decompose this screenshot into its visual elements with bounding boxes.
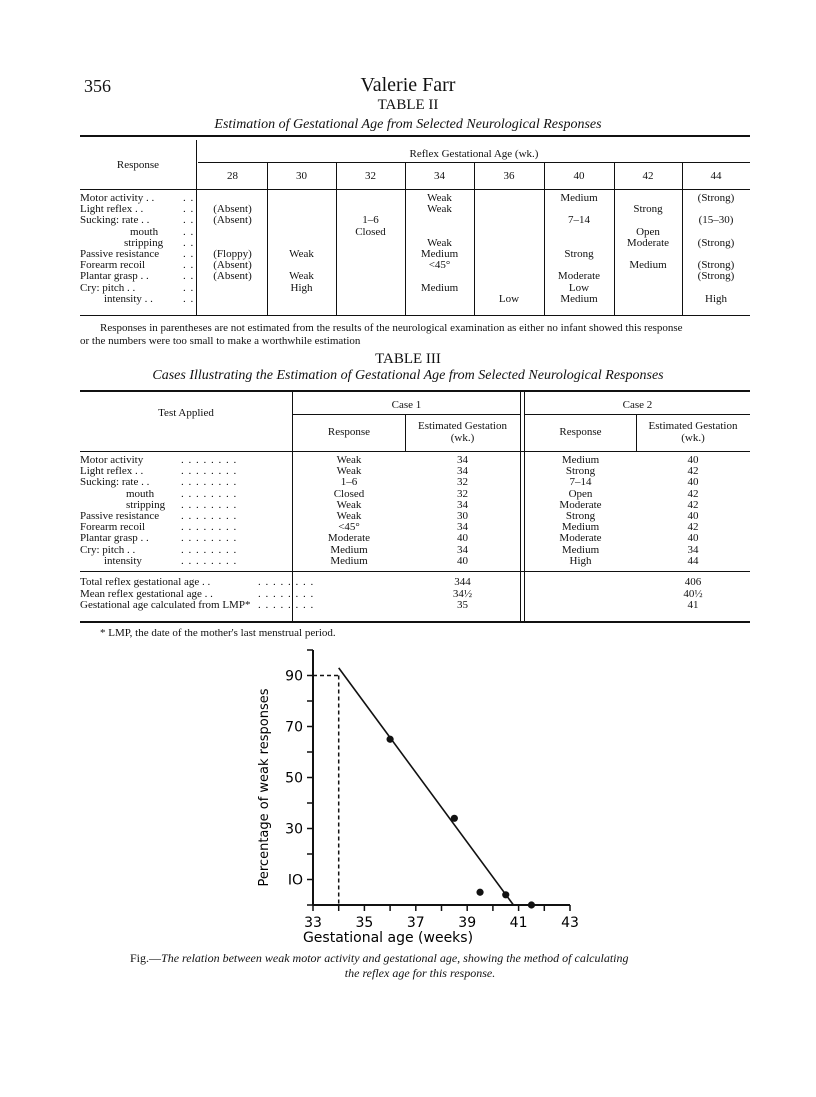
table2-leader-dots: . . xyxy=(183,192,195,204)
table2-cell: (Strong) xyxy=(697,259,735,272)
table2-row-label: Light reflex . . xyxy=(80,203,144,216)
table3-case1-response: <45° xyxy=(338,521,360,534)
table2-leader-dots: . . xyxy=(183,236,195,249)
table3-case1-gestation: 40 xyxy=(457,532,468,545)
table3-case1-response: Weak xyxy=(336,498,362,511)
table3-leader-dots: . . . . . . . . xyxy=(181,487,238,500)
table3-case2-gestation: 34 xyxy=(687,543,699,556)
x-tick-label: 35 xyxy=(355,915,374,931)
table2-cell: Low xyxy=(568,281,590,294)
table3-case2-est-unit: (wk.) xyxy=(681,432,705,444)
table3-case2-gestation: 42 xyxy=(687,487,699,500)
table3-case2-response: Medium xyxy=(561,454,600,466)
data-point xyxy=(387,736,394,743)
table2-row-label: mouth xyxy=(130,225,159,238)
table3-total-label: Gestational age calculated from LMP* xyxy=(80,599,251,611)
table3-case2-response: Moderate xyxy=(559,532,602,545)
table3-leader-dots: . . . . . . . . xyxy=(181,465,238,478)
table3-total-case2: 406 xyxy=(684,576,702,588)
table3-case1-response: 1–6 xyxy=(340,476,358,489)
table3-row-label: Cry: pitch . . xyxy=(80,543,136,556)
table2-cell: Weak xyxy=(427,203,452,216)
table2-cell: Open xyxy=(636,225,660,238)
table2-row-label: stripping xyxy=(124,236,164,249)
data-point xyxy=(476,889,483,896)
table3-leader-dots: . . . . . . . . xyxy=(181,476,238,489)
table3-leader-dots: . . . . . . . . xyxy=(181,554,238,567)
table3-separator-rule xyxy=(80,571,750,572)
table3-leader-dots: . . . . . . . . xyxy=(181,521,238,534)
table3-case1-response: Weak xyxy=(336,465,362,478)
x-tick-label: 33 xyxy=(304,915,322,931)
table3-row-label: Forearm recoil xyxy=(80,521,146,534)
table3-case2-header: Case 2 xyxy=(622,399,653,411)
page-number: 356 xyxy=(84,76,111,96)
table3-total-label: Total reflex gestational age . . xyxy=(80,576,211,588)
table2-cell: Medium xyxy=(629,259,667,272)
table3-case2-response: Strong xyxy=(565,465,596,478)
table2-cell: (Strong) xyxy=(697,236,735,249)
table3-case-rule xyxy=(525,414,750,415)
table3-case1-gestation: 34 xyxy=(457,543,468,556)
table3-case1-response: Medium xyxy=(330,543,368,556)
table2-row-label: Motor activity . . xyxy=(80,192,155,204)
table3-leader-dots: . . . . . . . . xyxy=(181,532,238,545)
table2-cell: (Absent) xyxy=(213,270,252,283)
table3-double-rule xyxy=(520,392,521,621)
table2-cell: (Absent) xyxy=(213,214,252,227)
table2-cell: (Floppy) xyxy=(213,248,252,260)
figure-caption xyxy=(130,951,710,981)
table3-row-label: mouth xyxy=(126,487,155,500)
y-tick-label: 30 xyxy=(285,821,303,838)
table2-leader-dots: . . xyxy=(183,270,195,283)
table3-row-label: stripping xyxy=(126,498,166,511)
table3-row-label: Motor activity xyxy=(80,454,144,466)
table2-leader-dots: . . xyxy=(183,225,195,238)
table2-cell: 7–14 xyxy=(568,214,590,227)
table3-case2-response-header: Response xyxy=(559,426,602,438)
table2-cell: Moderate xyxy=(626,236,670,249)
table3-case2-response: High xyxy=(569,554,592,567)
x-tick-label: 41 xyxy=(509,915,528,931)
table2-leader-dots: . . xyxy=(183,214,195,227)
table2-cell: Strong xyxy=(564,248,594,260)
data-point xyxy=(502,891,509,898)
table3-title: TABLE III xyxy=(375,351,441,367)
data-point xyxy=(451,815,458,822)
table2-age-header: 36 xyxy=(503,170,515,182)
table3-row-label: intensity xyxy=(104,554,142,567)
table2-row-label: intensity . . xyxy=(104,292,153,305)
table3-case2-response: Medium xyxy=(561,543,600,556)
table2-cell: Weak xyxy=(289,248,314,260)
table2-cell: Medium xyxy=(420,281,459,294)
y-tick-label: 90 xyxy=(285,668,303,685)
table3-leader-dots: . . . . . . . . xyxy=(181,543,238,556)
table2-cell: Weak xyxy=(289,270,314,283)
table2-cell: Medium xyxy=(420,248,459,260)
table3-case2-gestation: 40 xyxy=(687,510,699,522)
table3-case1-response: Medium xyxy=(330,554,368,567)
table3-total-case1: 35 xyxy=(457,599,468,611)
table2-note-line1: Responses in parentheses are not estimated from the results of the neurological examination as either no infant showed this response xyxy=(100,322,683,334)
table2-response-header: Response xyxy=(116,159,160,171)
table2-note-line2: or the numbers were too small to make a worthwhile estimation xyxy=(80,335,361,347)
table2-cell: Medium xyxy=(560,292,598,305)
table2-cell: Weak xyxy=(427,192,452,204)
y-tick-label: IO xyxy=(287,872,303,889)
table3-leader-dots: . . . . . . . . xyxy=(181,454,238,466)
fit-line xyxy=(339,668,514,905)
table2-row-label: Cry: pitch . . xyxy=(80,281,136,294)
table2-cell: Closed xyxy=(355,225,386,238)
table3-total-label: Mean reflex gestational age . . xyxy=(80,587,213,600)
table3-test-header: Test Applied xyxy=(158,407,214,419)
table2-row-label: Plantar grasp . . xyxy=(80,270,149,283)
x-tick-label: 37 xyxy=(406,915,425,931)
table2-age-header: 30 xyxy=(296,170,307,182)
table3-case2-gestation: 40 xyxy=(687,532,699,545)
table3-row-label: Passive resistance xyxy=(80,510,160,522)
table2-row-label: Forearm recoil xyxy=(80,259,146,272)
table3-leader-dots: . . . . . . . . xyxy=(181,510,238,522)
table3-case1-response: Closed xyxy=(333,487,365,500)
table3-case2-response: 7–14 xyxy=(569,476,592,489)
table3-case1-response: Weak xyxy=(336,454,362,466)
table3-case1-gestation: 30 xyxy=(457,510,468,522)
table2-leader-dots: . . xyxy=(183,292,195,305)
table2-age-header: 42 xyxy=(642,170,654,182)
table2-leader-dots: . . xyxy=(183,281,195,294)
table3-row-label: Light reflex . . xyxy=(80,465,144,478)
table3-case2-gestation: 40 xyxy=(687,476,699,489)
table2-cell: Medium xyxy=(560,192,598,204)
table3-leader-dots: . . . . . . . . xyxy=(258,587,315,600)
caption-line1: The relation between weak motor activity and gestational age, showing the method of calculating xyxy=(161,951,629,965)
table3-case2-gestation: 40 xyxy=(687,454,699,466)
table3-leader-dots: . . . . . . . . xyxy=(181,498,238,511)
table3-case1-est-header: Estimated Gestation xyxy=(418,420,507,432)
table3-header-rule xyxy=(80,451,750,452)
caption-lead: Fig.— xyxy=(130,951,162,965)
table2-title: TABLE II xyxy=(377,97,439,113)
table2-cell: Weak xyxy=(427,236,452,249)
table2-age-header: 40 xyxy=(573,170,585,182)
x-axis-label: Gestational age (weeks) xyxy=(302,930,474,945)
table3-leader-dots: . . . . . . . . xyxy=(258,599,315,611)
data-point xyxy=(528,901,535,908)
table2-cell: Moderate xyxy=(557,270,601,283)
table2-cell: <45° xyxy=(428,259,451,272)
table2-age-header: 34 xyxy=(434,170,445,182)
table3-leader-dots: . . . . . . . . xyxy=(258,576,315,588)
y-tick-label: 70 xyxy=(285,719,303,736)
table2-leader-dots: . . xyxy=(183,259,195,272)
table3-case2-gestation: 42 xyxy=(687,498,699,511)
table3-case2-response: Strong xyxy=(565,510,596,522)
table2-cell: Low xyxy=(498,292,520,305)
table3-subtitle: Cases Illustrating the Estimation of Gestational Age from Selected Neurological Responses xyxy=(152,368,664,383)
table2-group-header: Reflex Gestational Age (wk.) xyxy=(409,148,539,160)
table3-total-case1: 344 xyxy=(454,576,471,588)
table2-cell: (Strong) xyxy=(697,270,735,283)
table2-cell: Strong xyxy=(633,203,663,216)
table3-case1-gestation: 32 xyxy=(457,487,468,500)
table3-case2-response: Moderate xyxy=(559,498,602,511)
table3-case2-gestation: 42 xyxy=(687,465,699,478)
table3-case1-header: Case 1 xyxy=(391,399,422,411)
table3-case2-est-header: Estimated Gestation xyxy=(648,420,738,432)
table2-cell: High xyxy=(290,281,313,294)
running-head-author: Valerie Farr xyxy=(360,74,456,96)
table2-leader-dots: . . xyxy=(183,248,195,260)
table3-case1-gestation: 34 xyxy=(457,465,468,478)
table2-row-label: Passive resistance xyxy=(80,248,160,260)
table3-case1-gestation: 34 xyxy=(457,498,468,511)
table3-case2-response: Open xyxy=(568,487,593,500)
table2-row-label: Sucking: rate . . xyxy=(80,214,150,227)
table2-age-header: 32 xyxy=(365,170,376,182)
caption-line2: the reflex age for this response. xyxy=(344,966,496,980)
table3-case1-est-unit: (wk.) xyxy=(450,432,475,444)
table3-case1-response: Moderate xyxy=(327,532,371,545)
table3-case2-gestation: 44 xyxy=(687,554,699,567)
table3-bottom-rule xyxy=(80,621,750,623)
table2-cell: (Absent) xyxy=(213,203,252,216)
table2-age-header: 44 xyxy=(710,170,722,182)
table2-cell: (Strong) xyxy=(697,192,735,204)
table3-top-rule xyxy=(80,390,750,392)
table3-case1-gestation: 40 xyxy=(457,554,468,567)
table3-case1-gestation: 32 xyxy=(457,476,468,489)
table3-case-rule xyxy=(293,414,520,415)
x-tick-label: 39 xyxy=(458,915,477,931)
table2-subtitle: Estimation of Gestational Age from Selected Neurological Responses xyxy=(214,117,602,132)
table3-case1-response-header: Response xyxy=(327,426,371,438)
table3-case2-gestation: 42 xyxy=(687,521,699,534)
table2-cell: High xyxy=(705,292,727,305)
table2-age-header: 28 xyxy=(227,170,238,182)
table3-case1-gestation: 34 xyxy=(457,521,468,534)
table3-row-label: Sucking: rate . . xyxy=(80,476,150,489)
gestation-chart xyxy=(240,640,590,945)
table3-row-label: Plantar grasp . . xyxy=(80,532,149,545)
table3-case1-response: Weak xyxy=(336,510,362,522)
table2-cell: 1–6 xyxy=(362,214,379,227)
table3-total-case1: 34½ xyxy=(452,587,473,600)
table2-cell: (15–30) xyxy=(698,214,734,227)
table2-cell: (Absent) xyxy=(213,259,252,272)
table3-total-case2: 40½ xyxy=(683,587,703,600)
x-tick-label: 43 xyxy=(561,915,579,931)
y-axis-label: Percentage of weak responses xyxy=(257,688,272,887)
table3-total-case2: 41 xyxy=(687,599,699,611)
table2-leader-dots: . . xyxy=(183,203,195,216)
y-tick-label: 50 xyxy=(285,770,303,787)
table3-footnote: * LMP, the date of the mother's last menstrual period. xyxy=(100,627,336,639)
table3-case1-gestation: 34 xyxy=(457,454,468,466)
table3-case2-response: Medium xyxy=(561,521,600,534)
